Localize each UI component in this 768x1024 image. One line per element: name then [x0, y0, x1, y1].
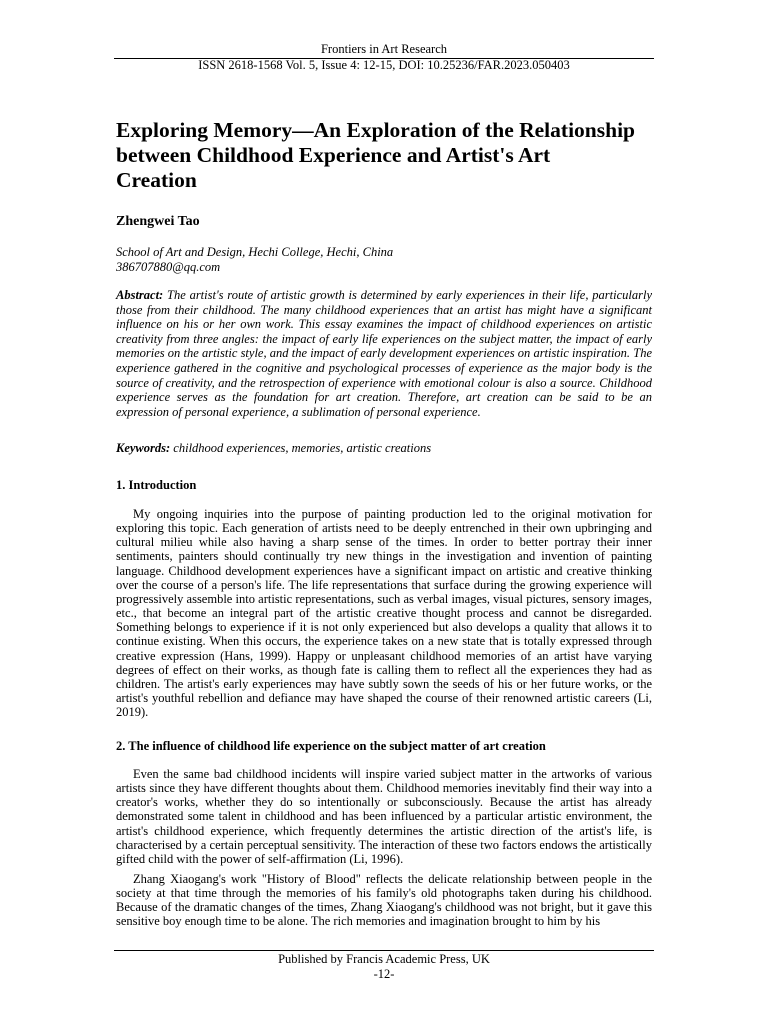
- issn-line: ISSN 2618-1568 Vol. 5, Issue 4: 12-15, DOI: 10.25236/FAR.2023.050403: [198, 58, 570, 72]
- author-email: 386707880@qq.com: [116, 259, 221, 274]
- abstract-label: Abstract:: [116, 288, 164, 302]
- paragraph-section2-2: Zhang Xiaogang's work "History of Blood" reflects the delicate relationship between people in the society at that time through the memories of his family's old photographs taken during his childhood. Because of the dramatic changes of the times, Zhang Xiaogang's childhood was not bright, but it gave this sensitive boy enough time to be alone. The rich memories and imagination brought to him by his: [116, 872, 652, 929]
- abstract: [116, 288, 652, 419]
- journal-name: Frontiers in Art Research: [320, 42, 447, 56]
- publisher-line: Published by Francis Academic Press, UK: [278, 952, 490, 966]
- author-affiliation-block: [116, 245, 393, 274]
- page-number: -12-: [373, 967, 395, 981]
- section-heading-2: 2. The influence of childhood life experience on the subject matter of art creation: [116, 739, 546, 753]
- abstract-text: The artist's route of artistic growth is determined by early experiences in their life, particularly those from their childhood. The many childhood experiences that an artist has might have a significant influence on his or her own work. This essay examines the impact of childhood experiences on artistic creativity from three angles: the impact of early life experiences on the subject matter, the impact of early memories on the artistic style, and the impact of early development experiences on artistic inspiration. The experience gathered in the cognitive and psychological processes of experience as the major body is the source of creativity, and the retrospection of experience with emotional colour is also a source. Childhood experience serves as the foundation for art creation. Therefore, art creation can be said to be an expression of personal experience, a sublimation of personal experience.: [116, 288, 652, 419]
- keywords-text: childhood experiences, memories, artistic creations: [173, 441, 432, 455]
- affiliation: School of Art and Design, Hechi College, Hechi, China: [116, 245, 394, 259]
- author-name: Zhengwei Tao: [116, 214, 200, 229]
- paragraph-section2-1: Even the same bad childhood incidents will inspire varied subject matter in the artworks of various artists since they have different thoughts about them. Childhood memories inevitably find their way into a creator's works, whether they do so intentionally or subconsciously. Because the artist has already demonstrated some talent in childhood and has been influenced by a particular artistic environment, the artist's childhood experience, which frequently determines the artistic direction of the artist's life, is characterised by a certain perceptual sensitivity. The interaction of these two factors endows the artistically gifted child with the power of self-affirmation (Li, 1996).: [116, 767, 652, 866]
- paragraph-introduction-1: My ongoing inquiries into the purpose of painting production led to the original motivation for exploring this topic. Each generation of artists need to be deeply entrenched in their own upbringing and cultural milieu while also having a sharp sense of the times. In order to better portray their inner sentiments, painters should continually try new things in the investigation and invention of painting language. Childhood development experiences have a significant impact on artistic and creative thinking over the course of a person's life. The life representations that surface during the growing experience will progressively assemble into artistic representations, such as verbal images, visual pictures, sensory images, etc., that become an integral part of the artistic creative thought process and cannot be disregarded. Something belongs to experience if it is not only experienced but also develops a quality that allows it to continue existing. When this occurs, the experience takes on a new state that is totally expressed through creative expression (Hans, 1999). Happy or unpleasant childhood memories of an artist have varying degrees of effect on their works, as though fate is calling them to reflect all the experiences they had as children. The artist's early experiences may have subtly sown the seeds of his or her future works, or the artist's youthful rebellion and defiance may have shaped the course of their renowned artistic careers (Li, 2019).: [116, 507, 652, 720]
- paper-title: Exploring Memory—An Exploration of the Relationship between Childhood Experience and Artist's Art Creation: [116, 118, 636, 192]
- footer-rule: [114, 950, 654, 951]
- keywords: [116, 441, 652, 456]
- keywords-label: Keywords:: [116, 441, 171, 455]
- section-heading-introduction: 1. Introduction: [116, 478, 197, 492]
